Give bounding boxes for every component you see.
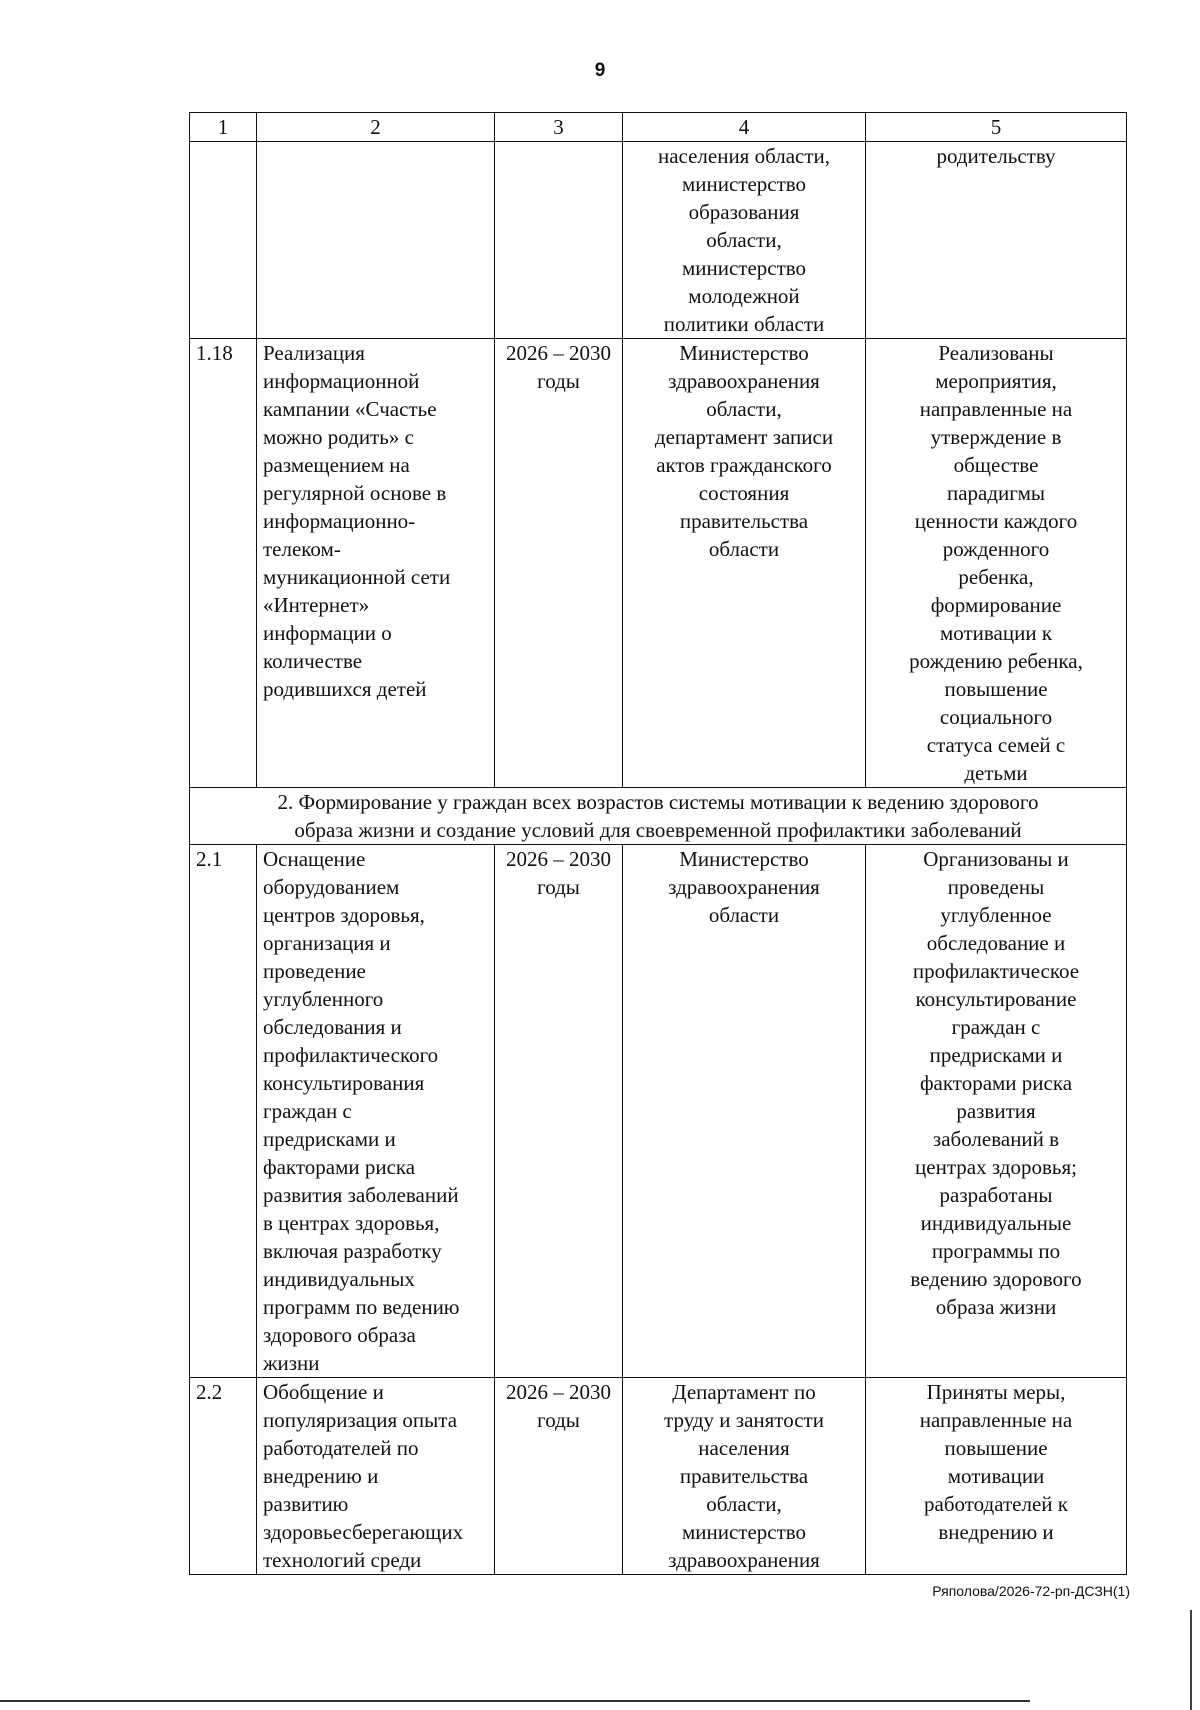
text-line: политики области bbox=[663, 312, 825, 336]
cell-action bbox=[257, 339, 495, 788]
text-line: внедрению и bbox=[938, 1520, 1054, 1544]
text-line: факторами риска bbox=[919, 1071, 1073, 1095]
text-line: организация и bbox=[263, 931, 391, 955]
table-row-1-18 bbox=[190, 339, 1127, 788]
text-line: населения bbox=[698, 1436, 790, 1460]
text-line: здравоохранения bbox=[668, 875, 820, 899]
text-line: министерство bbox=[681, 1520, 807, 1544]
header-col-3: 3 bbox=[495, 113, 623, 142]
text-line: годы bbox=[537, 875, 580, 899]
text-line: утверждение в bbox=[930, 425, 1062, 449]
text-line: в центрах здоровья, bbox=[263, 1211, 440, 1235]
text-line: центров здоровья, bbox=[263, 903, 425, 927]
text-line: социального bbox=[939, 705, 1053, 729]
text-line: факторами риска bbox=[263, 1155, 416, 1179]
text-line: индивидуальные bbox=[920, 1211, 1072, 1235]
text-line: здравоохранения bbox=[668, 369, 820, 393]
text-line: мотивации bbox=[947, 1464, 1045, 1488]
text-line: парадигмы bbox=[946, 481, 1046, 505]
text-line: области, bbox=[706, 1492, 782, 1516]
document-code: Ряполова/2026-72-рп-ДСЗН(1) bbox=[932, 1583, 1130, 1599]
text-line: министерство bbox=[681, 256, 807, 280]
cell-period bbox=[495, 339, 623, 788]
text-line: родительству bbox=[936, 144, 1056, 168]
cell-executors bbox=[623, 142, 866, 339]
text-line: жизни bbox=[263, 1351, 320, 1375]
text-line: граждан с bbox=[263, 1099, 352, 1123]
table-row-2-2 bbox=[190, 1378, 1127, 1575]
header-col-4: 4 bbox=[623, 113, 866, 142]
text-line: области bbox=[708, 537, 780, 561]
text-line: 2. Формирование у граждан всех возрастов системы мотивации к ведению здорового bbox=[277, 790, 1039, 814]
text-line: обследования и bbox=[263, 1015, 402, 1039]
cell-result bbox=[866, 845, 1127, 1378]
text-line: проведение bbox=[263, 959, 366, 983]
text-line: повышение bbox=[944, 1436, 1048, 1460]
text-line: заболеваний в bbox=[932, 1127, 1060, 1151]
text-line: здоровьесберегающих bbox=[263, 1520, 464, 1544]
header-col-5: 5 bbox=[866, 113, 1127, 142]
text-line: информационной bbox=[263, 369, 420, 393]
text-line: индивидуальных bbox=[263, 1267, 415, 1291]
cell-executors bbox=[623, 1378, 866, 1575]
text-line: повышение bbox=[944, 677, 1048, 701]
text-line: годы bbox=[537, 1408, 580, 1432]
text-line: образа жизни и создание условий для своевременной профилактики заболеваний bbox=[294, 818, 1022, 842]
scan-edge-line-right bbox=[1190, 1610, 1192, 1710]
text-line: консультирование bbox=[915, 987, 1077, 1011]
cell-num bbox=[190, 142, 257, 339]
scan-edge-line bbox=[0, 1700, 1030, 1702]
text-line: развития bbox=[956, 1099, 1036, 1123]
text-line: углубленное bbox=[940, 903, 1052, 927]
table-header-row bbox=[190, 113, 1127, 142]
text-line: технологий среди bbox=[263, 1548, 422, 1572]
text-line: 2026 – 2030 bbox=[506, 847, 611, 871]
text-line: правительства bbox=[679, 509, 809, 533]
text-line: направленные на bbox=[919, 1408, 1073, 1432]
cell-period bbox=[495, 845, 623, 1378]
measures-table bbox=[189, 112, 1127, 1575]
text-line: правительства bbox=[679, 1464, 809, 1488]
text-line: разработаны bbox=[939, 1183, 1053, 1207]
header-col-2: 2 bbox=[257, 113, 495, 142]
text-line: центрах здоровья; bbox=[915, 1155, 1077, 1179]
text-line: Организованы и bbox=[923, 847, 1069, 871]
text-line: оборудованием bbox=[263, 875, 400, 899]
cell-period bbox=[495, 1378, 623, 1575]
text-line: информационно- bbox=[263, 509, 416, 533]
text-line: Министерство bbox=[679, 847, 809, 871]
section-heading-row bbox=[190, 788, 1127, 845]
table-row-2-1 bbox=[190, 845, 1127, 1378]
text-line: работодателей по bbox=[263, 1436, 419, 1460]
text-line: области bbox=[708, 903, 780, 927]
text-line: ценности каждого bbox=[914, 509, 1078, 533]
text-line: обследование и bbox=[926, 931, 1066, 955]
text-line: населения области, bbox=[657, 144, 831, 168]
cell-result bbox=[866, 1378, 1127, 1575]
text-line: кампании «Счастье bbox=[263, 397, 437, 421]
text-line: образа жизни bbox=[935, 1295, 1057, 1319]
cell-result bbox=[866, 339, 1127, 788]
text-line: работодателей к bbox=[924, 1492, 1068, 1516]
text-line: внедрению и bbox=[263, 1464, 379, 1488]
text-line: годы bbox=[537, 369, 580, 393]
text-line: программы по bbox=[931, 1239, 1061, 1263]
text-line: состояния bbox=[698, 481, 790, 505]
text-line: популяризация опыта bbox=[263, 1408, 458, 1432]
text-line: Департамент по bbox=[672, 1380, 816, 1404]
cell-period bbox=[495, 142, 623, 339]
table-row-continuation bbox=[190, 142, 1127, 339]
text-line: регулярной основе в bbox=[263, 481, 447, 505]
text-line: статуса семей с bbox=[926, 733, 1066, 757]
cell-num: 2.2 bbox=[190, 1378, 257, 1575]
text-line: здравоохранения bbox=[668, 1548, 820, 1572]
text-line: профилактическое bbox=[912, 959, 1080, 983]
page-number: 9 bbox=[594, 60, 606, 81]
text-line: «Интернет» bbox=[263, 593, 370, 617]
text-line: мотивации к bbox=[939, 621, 1053, 645]
text-line: включая разработку bbox=[263, 1239, 442, 1263]
text-line: развития заболеваний bbox=[263, 1183, 459, 1207]
text-line: предрисками и bbox=[929, 1043, 1063, 1067]
text-line: предрисками и bbox=[263, 1127, 396, 1151]
text-line: ребенка, bbox=[958, 565, 1034, 589]
cell-executors bbox=[623, 845, 866, 1378]
text-line: Оснащение bbox=[263, 847, 366, 871]
cell-executors bbox=[623, 339, 866, 788]
cell-result bbox=[866, 142, 1127, 339]
text-line: рожденного bbox=[942, 537, 1050, 561]
text-line: обществе bbox=[953, 453, 1039, 477]
text-line: образования bbox=[688, 200, 800, 224]
text-line: можно родить» с bbox=[263, 425, 414, 449]
text-line: молодежной bbox=[688, 284, 800, 308]
text-line: консультирования bbox=[263, 1071, 425, 1095]
text-line: здорового образа bbox=[263, 1323, 416, 1347]
section-heading bbox=[190, 788, 1127, 845]
text-line: детьми bbox=[964, 761, 1028, 785]
text-line: проведены bbox=[947, 875, 1045, 899]
text-line: ведению здорового bbox=[910, 1267, 1082, 1291]
text-line: профилактического bbox=[263, 1043, 439, 1067]
text-line: развитию bbox=[263, 1492, 349, 1516]
text-line: департамент записи bbox=[654, 425, 834, 449]
text-line: муникационной сети bbox=[263, 565, 451, 589]
text-line: программ по ведению bbox=[263, 1295, 460, 1319]
text-line: информации о bbox=[263, 621, 392, 645]
text-line: родившихся детей bbox=[263, 677, 427, 701]
text-line: рождению ребенка, bbox=[909, 649, 1083, 673]
cell-num: 2.1 bbox=[190, 845, 257, 1378]
text-line: труду и занятости bbox=[664, 1408, 824, 1432]
text-line: области, bbox=[706, 228, 782, 252]
text-line: телеком- bbox=[263, 537, 341, 561]
text-line: области, bbox=[706, 397, 782, 421]
text-line: Обобщение и bbox=[263, 1380, 384, 1404]
text-line: Реализация bbox=[263, 341, 365, 365]
text-line: Реализованы bbox=[938, 341, 1054, 365]
text-line: Приняты меры, bbox=[926, 1380, 1066, 1404]
cell-action bbox=[257, 845, 495, 1378]
cell-action bbox=[257, 1378, 495, 1575]
text-line: формирование bbox=[930, 593, 1062, 617]
text-line: размещением на bbox=[263, 453, 410, 477]
text-line: граждан с bbox=[951, 1015, 1041, 1039]
text-line: актов гражданского bbox=[656, 453, 832, 477]
text-line: министерство bbox=[681, 172, 807, 196]
text-line: углубленного bbox=[263, 987, 384, 1011]
text-line: 2026 – 2030 bbox=[506, 341, 611, 365]
cell-num: 1.18 bbox=[190, 339, 257, 788]
header-col-1: 1 bbox=[190, 113, 257, 142]
cell-action bbox=[257, 142, 495, 339]
text-line: количестве bbox=[263, 649, 363, 673]
text-line: Министерство bbox=[679, 341, 809, 365]
text-line: направленные на bbox=[919, 397, 1073, 421]
text-line: 2026 – 2030 bbox=[506, 1380, 611, 1404]
text-line: мероприятия, bbox=[935, 369, 1057, 393]
